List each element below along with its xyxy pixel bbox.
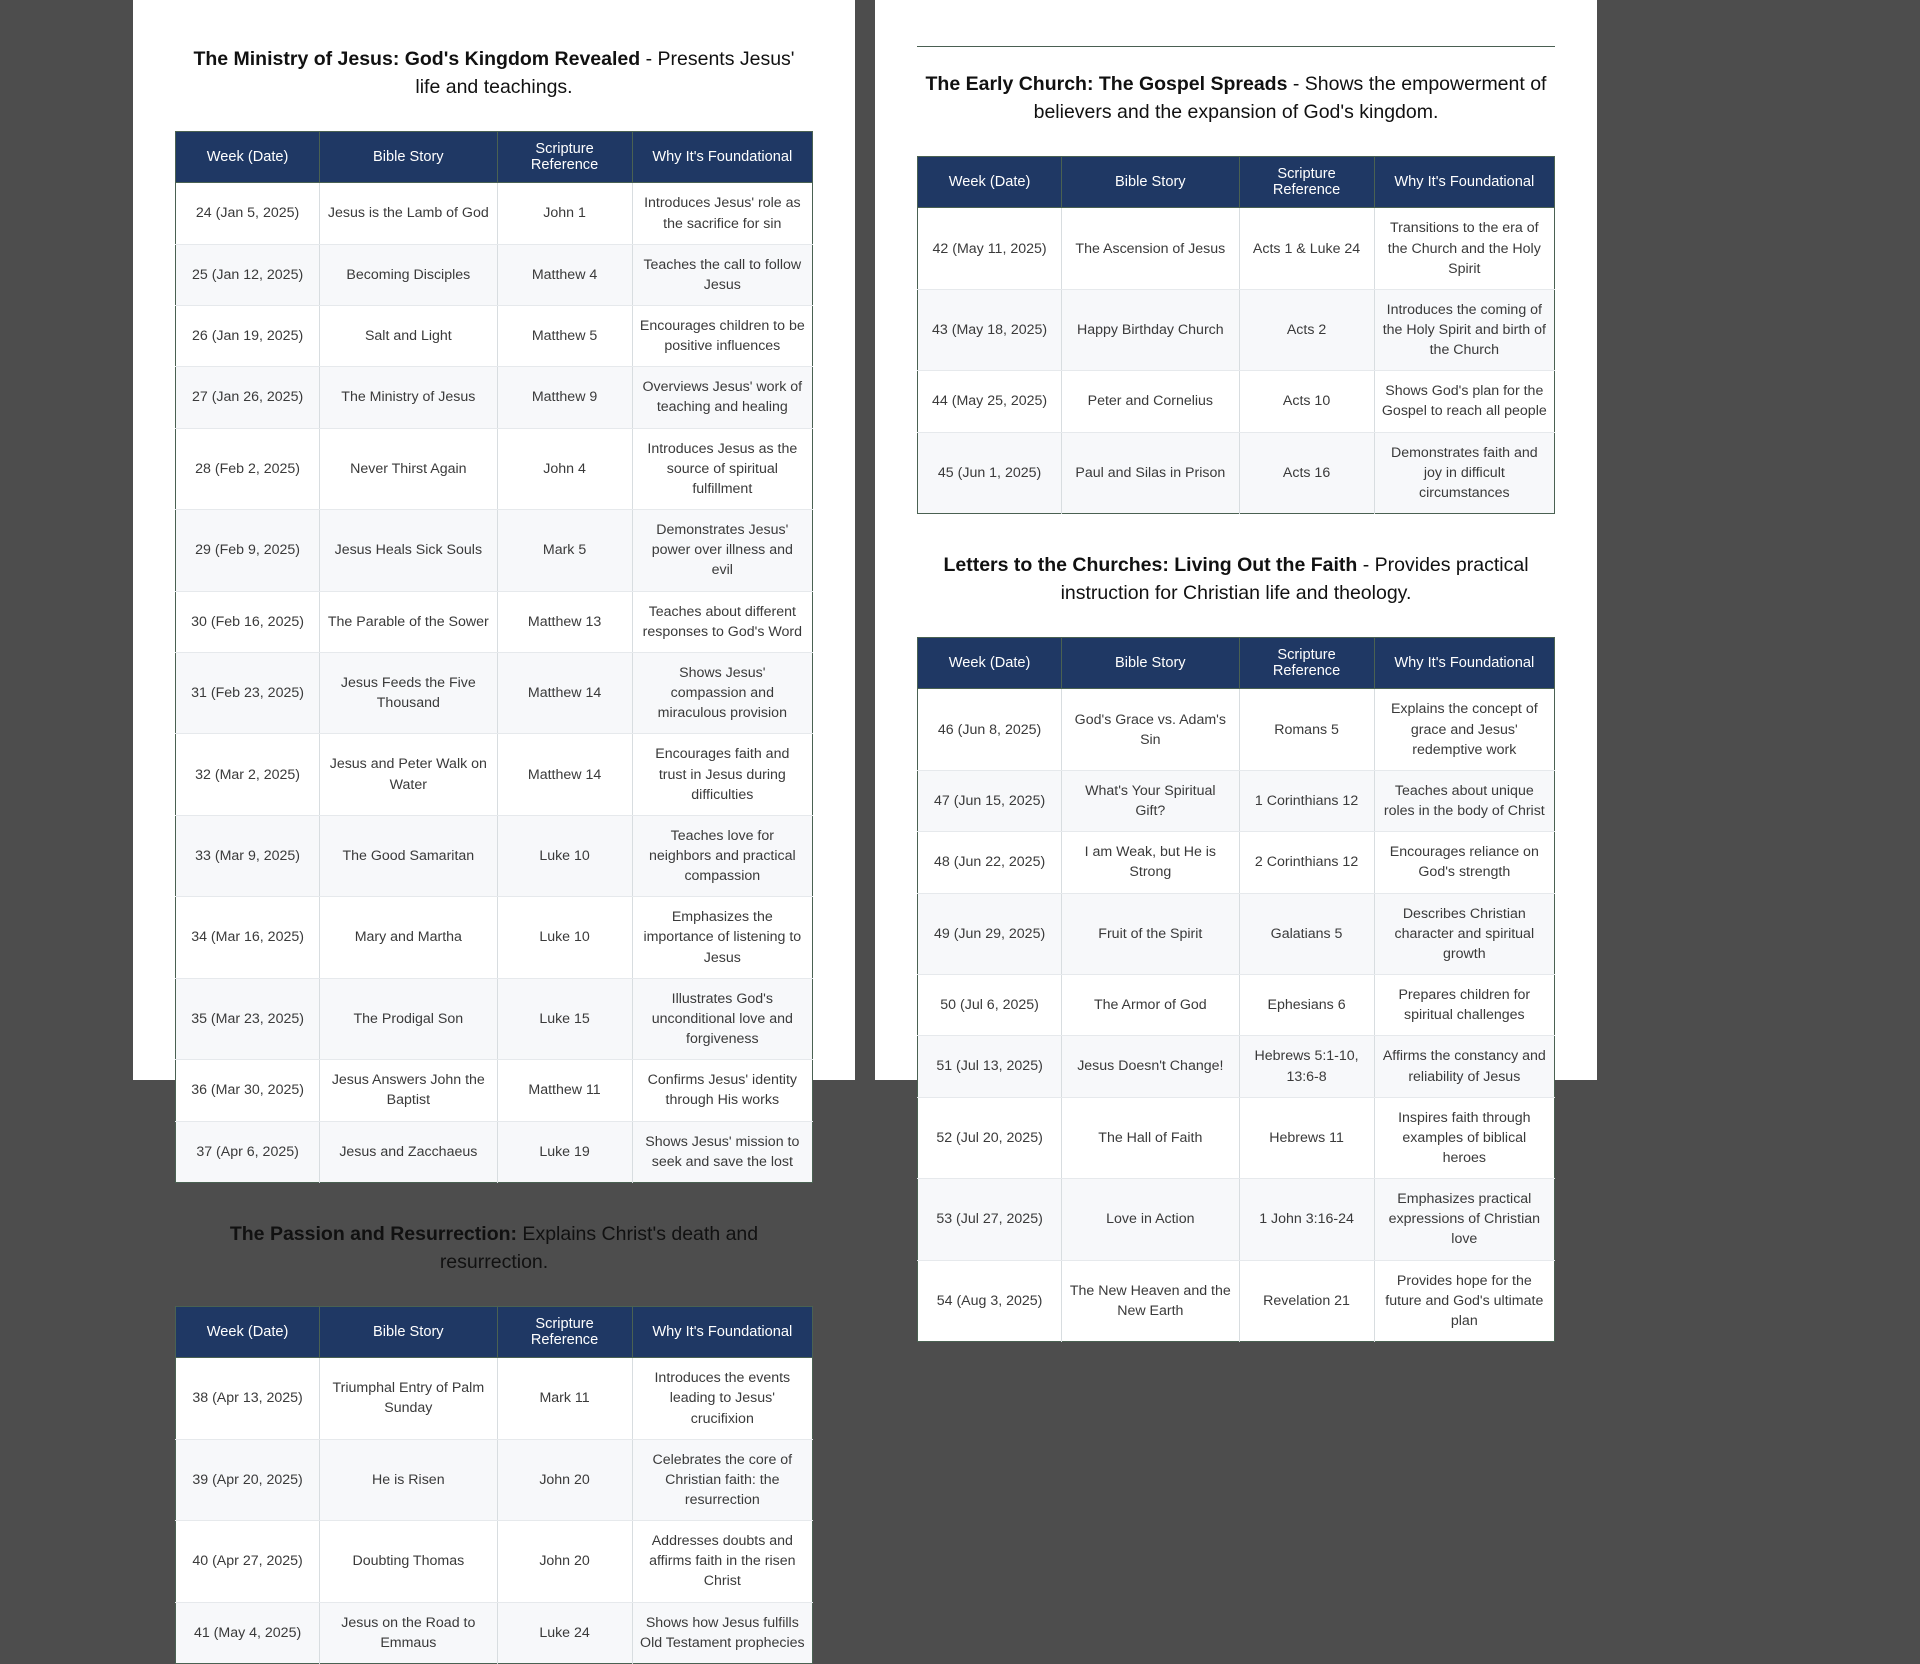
column-header-week: Week (Date) [918,157,1062,208]
cell-foundational: Describes Christian character and spiritual growth [1374,893,1554,974]
cell-bible-story: The Good Samaritan [320,815,497,896]
column-header-why-foundational: Why It's Foundational [1374,638,1554,689]
cell-bible-story: The Ministry of Jesus [320,367,497,428]
cell-week: 51 (Jul 13, 2025) [918,1036,1062,1097]
column-header-scripture-reference: Scripture Reference [497,1307,632,1358]
cell-foundational: Shows how Jesus fulfills Old Testament prophecies [640,1614,805,1651]
cell-foundational: Illustrates God's unconditional love and forgiveness [632,978,812,1059]
cell-foundational: Demonstrates faith and joy in difficult circumstances [1390,444,1538,501]
table-header-row [176,1307,813,1358]
column-header-scripture-reference: Scripture Reference [1239,638,1374,689]
cell-week: 27 (Jan 26, 2025) [176,367,320,428]
table-row [176,244,813,305]
cell-bible-story: The New Heaven and the New Earth [1062,1260,1239,1341]
cell-foundational: Demonstrates Jesus' power over illness and evil [632,510,812,591]
cell-bible-story: Love in Action [1062,1179,1239,1260]
cell-foundational: Overviews Jesus' work of teaching and healing [632,367,812,428]
table-row [918,689,1555,770]
cell-week: 33 (Mar 9, 2025) [176,815,320,896]
section-heading-early-church [917,71,1555,126]
cell-bible-story: Jesus Heals Sick Souls [320,510,497,591]
table-row [176,591,813,652]
cell-scripture: Luke 15 [497,978,632,1059]
section-heading-ministry-of-jesus [175,46,813,101]
cell-week: 34 (Mar 16, 2025) [176,897,320,978]
table-row [176,306,813,367]
cell-bible-story: I am Weak, but He is Strong [1062,832,1239,893]
cell-week: 25 (Jan 12, 2025) [176,244,320,305]
section-title: The Ministry of Jesus: God's Kingdom Revealed [193,48,641,70]
cell-scripture: Hebrews 11 [1239,1097,1374,1178]
cell-scripture: Luke 19 [497,1121,632,1182]
section-title: The Early Church: The Gospel Spreads [925,73,1288,95]
column-header-bible-story: Bible Story [320,132,497,183]
cell-week: 31 (Feb 23, 2025) [176,652,320,733]
cell-scripture: Luke 10 [497,897,632,978]
cell-bible-story: The Ascension of Jesus [1062,208,1239,289]
cell-foundational: Encourages children to be positive influences [632,306,812,367]
cell-bible-story: The Parable of the Sower [320,591,497,652]
table-row [176,367,813,428]
table-row [918,832,1555,893]
table-row [176,183,813,244]
cell-scripture: John 1 [497,183,632,244]
cell-scripture: Romans 5 [1239,689,1374,770]
section-description: - Provides practical instruction for Christian life and theology. [1060,554,1529,604]
table-header-row [918,638,1555,689]
cell-bible-story: Paul and Silas in Prison [1062,432,1239,513]
table-row [918,770,1555,831]
column-header-week: Week (Date) [918,638,1062,689]
cell-scripture: Acts 1 & Luke 24 [1239,208,1374,289]
cell-week: 39 (Apr 20, 2025) [176,1439,320,1520]
document-page-2 [875,0,1597,1329]
cell-foundational: Transitions to the era of the Church and the Holy Spirit [1374,208,1554,289]
schedule-table-ministry-of-jesus [175,131,813,1182]
cell-foundational: Shows God's plan for the Gospel to reach all people [1374,371,1554,432]
schedule-table-letters-to-the-churches [917,637,1555,1342]
cell-scripture: Matthew 14 [497,652,632,733]
cell-bible-story: Mary and Martha [320,897,497,978]
cell-week: 52 (Jul 20, 2025) [918,1097,1062,1178]
cell-week: 28 (Feb 2, 2025) [176,428,320,509]
section-title: The Passion and Resurrection: [229,1222,518,1245]
column-header-bible-story: Bible Story [1062,157,1239,208]
table-row [918,289,1555,370]
cell-week: 53 (Jul 27, 2025) [918,1179,1062,1260]
cell-scripture: Acts 2 [1239,289,1374,370]
table-row [918,1036,1555,1097]
table-header-row [918,157,1555,208]
cell-bible-story: The Armor of God [1062,975,1239,1036]
cell-scripture: Luke 10 [497,815,632,896]
cell-foundational: Shows Jesus' compassion and miraculous provision [632,652,812,733]
table-row [918,371,1555,432]
cell-foundational: Introduces the coming of the Holy Spirit and birth of the Church [1374,289,1554,370]
cell-week: 46 (Jun 8, 2025) [918,689,1062,770]
cell-bible-story: Peter and Cornelius [1062,371,1239,432]
cell-scripture: Acts 16 [1239,432,1374,513]
cell-scripture: Acts 10 [1239,371,1374,432]
table-row [176,652,813,733]
cell-scripture: John 20 [497,1521,632,1602]
table-row [176,978,813,1059]
column-header-scripture-reference: Scripture Reference [497,132,632,183]
table-row [176,1521,813,1602]
column-header-bible-story: Bible Story [1062,638,1239,689]
cell-week: 40 (Apr 27, 2025) [176,1521,320,1602]
cell-scripture: Galatians 5 [1239,893,1374,974]
cell-week: 47 (Jun 15, 2025) [918,770,1062,831]
cell-foundational: Teaches the call to follow Jesus [632,244,812,305]
cell-week: 50 (Jul 6, 2025) [918,975,1062,1036]
column-header-why-foundational: Why It's Foundational [632,132,812,183]
cell-foundational: Teaches about different responses to God's Word [632,591,812,652]
cell-bible-story: Jesus Feeds the Five Thousand [320,652,497,733]
column-header-week: Week (Date) [176,132,320,183]
cell-scripture: Matthew 11 [497,1060,632,1121]
cell-foundational: Confirms Jesus' identity through His works [632,1060,812,1121]
section-description: - Shows the empowerment of believers and the expansion of God's kingdom. [1033,73,1547,123]
cell-bible-story: The Hall of Faith [1062,1097,1239,1178]
cell-foundational: Introduces Jesus as the source of spiritual fulfillment [632,428,812,509]
cell-foundational: Teaches about unique roles in the body of Christ [1374,770,1554,831]
cell-foundational: Encourages faith and trust in Jesus during difficulties [632,734,812,815]
cell-week: 29 (Feb 9, 2025) [176,510,320,591]
cell-bible-story: Never Thirst Again [320,428,497,509]
column-header-scripture-reference: Scripture Reference [1239,157,1374,208]
cell-week: 37 (Apr 6, 2025) [176,1121,320,1182]
cell-week: 36 (Mar 30, 2025) [176,1060,320,1121]
cell-scripture: Matthew 14 [497,734,632,815]
cell-bible-story: Jesus Answers John the Baptist [320,1060,497,1121]
cell-foundational: Celebrates the core of Christian faith: the resurrection [632,1439,812,1520]
cell-scripture: Matthew 5 [497,306,632,367]
cell-scripture: Mark 11 [497,1358,632,1439]
cell-foundational: Provides hope for the future and God's ultimate plan [1385,1272,1544,1329]
table-row [918,1179,1555,1260]
cell-bible-story: Salt and Light [320,306,497,367]
cell-bible-story: Jesus and Peter Walk on Water [320,734,497,815]
cell-foundational: Teaches love for neighbors and practical compassion [632,815,812,896]
cell-scripture: Matthew 4 [497,244,632,305]
cell-bible-story: Happy Birthday Church [1062,289,1239,370]
column-header-why-foundational: Why It's Foundational [632,1307,812,1358]
cell-scripture: 2 Corinthians 12 [1239,832,1374,893]
cell-bible-story: Jesus on the Road to Emmaus [320,1602,497,1663]
cell-foundational: Explains the concept of grace and Jesus' redemptive work [1374,689,1554,770]
cell-foundational: Affirms the constancy and reliability of Jesus [1374,1036,1554,1097]
table-row [176,1602,813,1663]
cell-bible-story: He is Risen [320,1439,497,1520]
cell-scripture: Matthew 13 [497,591,632,652]
cell-scripture: 1 John 3:16-24 [1239,1179,1374,1260]
cell-week: 43 (May 18, 2025) [918,289,1062,370]
cell-bible-story: Doubting Thomas [320,1521,497,1602]
cell-scripture: Mark 5 [497,510,632,591]
cell-bible-story: Triumphal Entry of Palm Sunday [320,1358,497,1439]
cell-bible-story: What's Your Spiritual Gift? [1062,770,1239,831]
table-row [176,510,813,591]
section-heading-letters-to-the-churches [917,552,1555,607]
cell-scripture: John 4 [497,428,632,509]
cell-foundational: Shows Jesus' mission to seek and save the lost [645,1133,800,1170]
column-header-week: Week (Date) [176,1307,320,1358]
table-row [176,897,813,978]
cell-scripture: Luke 24 [497,1602,632,1663]
schedule-table-passion-and-resurrection [175,1306,813,1664]
document-page-1 [133,0,855,1651]
cell-foundational: Emphasizes the importance of listening to Jesus [632,897,812,978]
cell-bible-story: Jesus Doesn't Change! [1062,1036,1239,1097]
cell-week: 26 (Jan 19, 2025) [176,306,320,367]
table-row [918,1097,1555,1178]
table-row [176,1121,813,1182]
table-row [918,432,1555,513]
column-header-bible-story: Bible Story [320,1307,497,1358]
cell-scripture: Revelation 21 [1239,1260,1374,1341]
section-description: Explains Christ's death and resurrection. [439,1222,759,1273]
table-row [918,1260,1555,1341]
cell-week: 38 (Apr 13, 2025) [176,1358,320,1439]
table-row [176,1439,813,1520]
table-header-row [176,132,813,183]
cell-week: 42 (May 11, 2025) [918,208,1062,289]
cell-foundational: Introduces Jesus' role as the sacrifice for sin [632,183,812,244]
cell-bible-story: Jesus and Zacchaeus [320,1121,497,1182]
table-row [176,1060,813,1121]
cell-foundational: Encourages reliance on God's strength [1374,832,1554,893]
section-description: - Presents Jesus' life and teachings. [415,48,795,98]
cell-week: 24 (Jan 5, 2025) [176,183,320,244]
table-row [918,975,1555,1036]
cell-week: 41 (May 4, 2025) [176,1602,320,1663]
cell-foundational: Emphasizes practical expressions of Christian love [1374,1179,1554,1260]
cell-bible-story: Fruit of the Spirit [1062,893,1239,974]
cell-bible-story: Becoming Disciples [320,244,497,305]
cell-scripture: John 20 [497,1439,632,1520]
cell-week: 45 (Jun 1, 2025) [918,432,1062,513]
table-row [176,734,813,815]
cell-foundational: Introduces the events leading to Jesus' crucifixion [632,1358,812,1439]
column-header-why-foundational: Why It's Foundational [1374,157,1554,208]
cell-week: 44 (May 25, 2025) [918,371,1062,432]
table-row [176,428,813,509]
cell-week: 35 (Mar 23, 2025) [176,978,320,1059]
cell-week: 30 (Feb 16, 2025) [176,591,320,652]
cell-week: 54 (Aug 3, 2025) [918,1260,1062,1341]
cell-scripture: Hebrews 5:1-10, 13:6-8 [1239,1036,1374,1097]
cell-scripture: Ephesians 6 [1239,975,1374,1036]
cell-week: 48 (Jun 22, 2025) [918,832,1062,893]
table-row [918,893,1555,974]
schedule-table-early-church [917,156,1555,514]
cell-foundational: Inspires faith through examples of biblical heroes [1374,1097,1554,1178]
cell-scripture: Matthew 9 [497,367,632,428]
cell-week: 49 (Jun 29, 2025) [918,893,1062,974]
cell-foundational: Prepares children for spiritual challenges [1374,975,1554,1036]
cell-bible-story: The Prodigal Son [320,978,497,1059]
cell-week: 32 (Mar 2, 2025) [176,734,320,815]
cell-bible-story: Jesus is the Lamb of God [320,183,497,244]
cell-bible-story: God's Grace vs. Adam's Sin [1062,689,1239,770]
table-row [176,1358,813,1439]
cell-foundational: Addresses doubts and affirms faith in the risen Christ [632,1521,812,1602]
cell-scripture: 1 Corinthians 12 [1239,770,1374,831]
section-title: Letters to the Churches: Living Out the Faith [943,554,1358,577]
table-row [918,208,1555,289]
table-row [176,815,813,896]
section-heading-passion-and-resurrection [175,1221,813,1276]
